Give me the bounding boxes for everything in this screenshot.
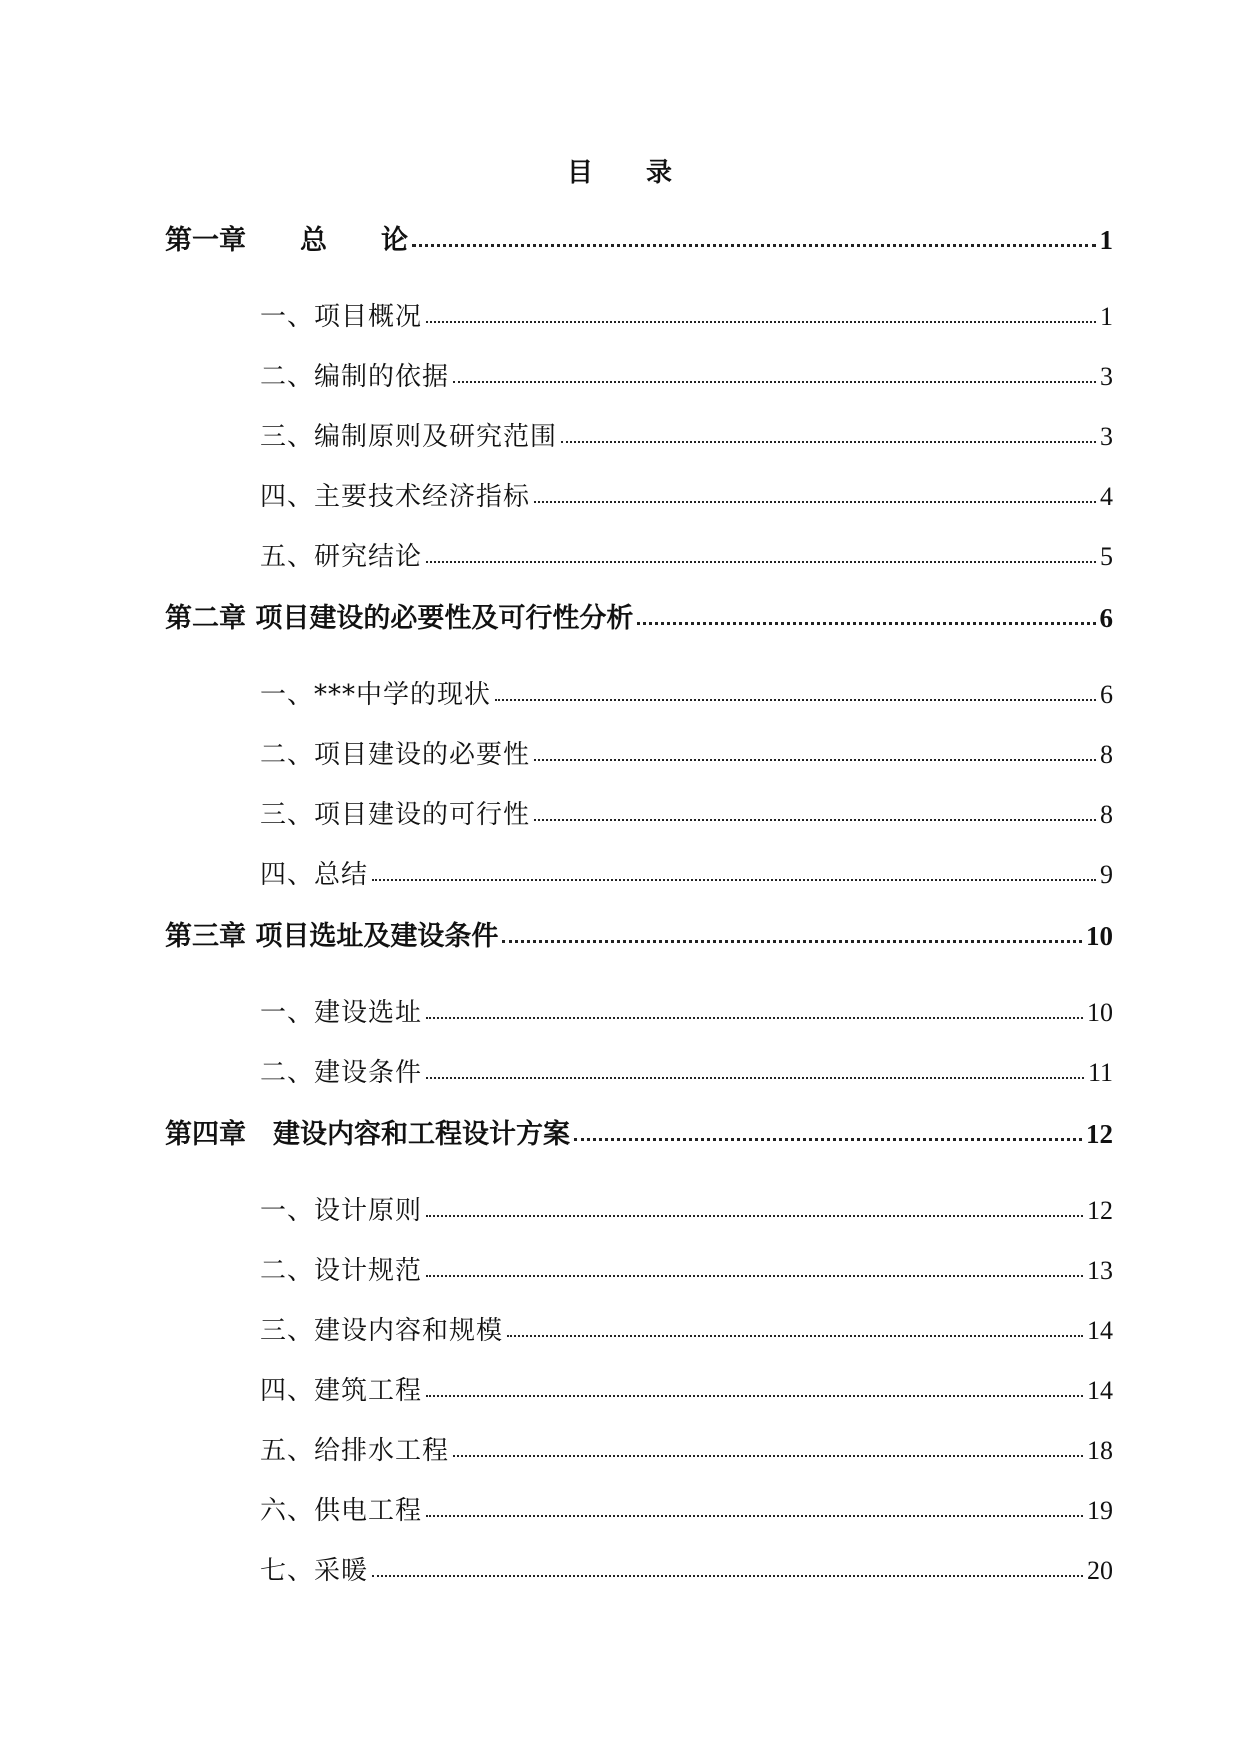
dot-leader xyxy=(502,940,1082,943)
toc-entry-label: 六、供电工程 xyxy=(260,1496,423,1526)
toc-section-entry[interactable] xyxy=(165,674,1113,734)
dot-leader xyxy=(372,879,1096,881)
toc-page-number: 14 xyxy=(1087,1376,1113,1405)
toc-page-number: 20 xyxy=(1087,1556,1113,1585)
toc-entry-label: 第三章 项目选址及建设条件 xyxy=(165,921,499,952)
dot-leader xyxy=(453,1455,1083,1457)
toc-section-entry[interactable] xyxy=(165,1310,1113,1370)
toc-section-entry[interactable] xyxy=(165,1370,1113,1430)
toc-entry-label: 第二章 项目建设的必要性及可行性分析 xyxy=(165,603,634,634)
toc-entry-label: 七、采暖 xyxy=(260,1556,369,1586)
toc-page-number: 8 xyxy=(1100,800,1113,829)
page-title: 目 录 xyxy=(566,158,675,188)
toc-page-number: 19 xyxy=(1087,1496,1113,1525)
toc-section-entry[interactable] xyxy=(165,1430,1113,1490)
toc-entry-label: 二、建设条件 xyxy=(260,1058,423,1088)
dot-leader xyxy=(495,699,1096,701)
toc-entry-label: 四、总结 xyxy=(260,860,369,890)
dot-leader xyxy=(426,561,1096,563)
toc-page-number: 11 xyxy=(1087,1058,1113,1087)
dot-leader xyxy=(507,1335,1083,1337)
toc-section-entry[interactable] xyxy=(165,1190,1113,1250)
toc-page-number: 3 xyxy=(1100,362,1113,391)
toc-section-entry[interactable] xyxy=(165,536,1113,596)
toc-entry-label: 二、设计规范 xyxy=(260,1256,423,1286)
toc-page-number: 6 xyxy=(1099,603,1113,633)
toc-entry-label: 三、建设内容和规模 xyxy=(260,1316,504,1346)
toc-page-number: 4 xyxy=(1100,482,1113,511)
toc-section-entry[interactable] xyxy=(165,296,1113,356)
toc-page-number: 1 xyxy=(1099,225,1113,255)
toc-entry-label: 一、建设选址 xyxy=(260,998,423,1028)
toc-section-entry[interactable] xyxy=(165,734,1113,794)
dot-leader xyxy=(534,819,1096,821)
toc-entry-label: 第一章 总 论 xyxy=(165,225,408,256)
toc-page-number: 12 xyxy=(1086,1119,1113,1149)
toc-section-entry[interactable] xyxy=(165,854,1113,914)
toc-entry-label: 一、项目概况 xyxy=(260,302,423,332)
toc-entry-label: 四、建筑工程 xyxy=(260,1376,423,1406)
toc-section-entry[interactable] xyxy=(165,356,1113,416)
dot-leader xyxy=(412,244,1096,247)
dot-leader xyxy=(574,1138,1082,1141)
dot-leader xyxy=(637,622,1095,625)
toc-page-number: 10 xyxy=(1087,998,1113,1027)
toc-entry-label: 一、设计原则 xyxy=(260,1196,423,1226)
toc-chapter-entry[interactable] xyxy=(165,1112,1113,1190)
toc-page-number: 14 xyxy=(1087,1316,1113,1345)
toc-page-number: 9 xyxy=(1100,860,1113,889)
toc-entry-label: 三、编制原则及研究范围 xyxy=(260,422,558,452)
toc-entry-label: 五、给排水工程 xyxy=(260,1436,450,1466)
toc-section-entry[interactable] xyxy=(165,794,1113,854)
dot-leader xyxy=(534,759,1096,761)
toc-page-number: 13 xyxy=(1087,1256,1113,1285)
toc-entry-label: 五、研究结论 xyxy=(260,542,423,572)
toc-page-number: 1 xyxy=(1100,302,1113,331)
dot-leader xyxy=(561,441,1096,443)
dot-leader xyxy=(372,1575,1083,1577)
toc-entry-label: 二、编制的依据 xyxy=(260,362,450,392)
toc-section-entry[interactable] xyxy=(165,1550,1113,1610)
toc-entry-label: 二、项目建设的必要性 xyxy=(260,740,531,770)
toc-section-entry[interactable] xyxy=(165,1250,1113,1310)
toc-page-number: 18 xyxy=(1087,1436,1113,1465)
toc-section-entry[interactable] xyxy=(165,992,1113,1052)
dot-leader xyxy=(426,1515,1083,1517)
toc-page-number: 6 xyxy=(1100,680,1113,709)
toc-chapter-entry[interactable] xyxy=(165,596,1113,674)
dot-leader xyxy=(453,381,1096,383)
toc-page-number: 3 xyxy=(1100,422,1113,451)
toc-section-entry[interactable] xyxy=(165,476,1113,536)
toc-entry-label: 三、项目建设的可行性 xyxy=(260,800,531,830)
dot-leader xyxy=(426,1077,1084,1079)
dot-leader xyxy=(426,1395,1083,1397)
toc-chapter-entry[interactable] xyxy=(165,218,1113,296)
toc-entry-label: 一、***中学的现状 xyxy=(260,680,492,710)
dot-leader xyxy=(426,1275,1083,1277)
toc-entry-label: 第四章 建设内容和工程设计方案 xyxy=(165,1119,570,1150)
dot-leader xyxy=(534,501,1096,503)
toc-section-entry[interactable] xyxy=(165,416,1113,476)
toc-page-number: 10 xyxy=(1086,921,1113,951)
toc-chapter-entry[interactable] xyxy=(165,914,1113,992)
toc-section-entry[interactable] xyxy=(165,1052,1113,1112)
toc-page-number: 5 xyxy=(1100,542,1113,571)
toc-section-entry[interactable] xyxy=(165,1490,1113,1550)
table-of-contents xyxy=(165,218,1113,1610)
toc-page-number: 12 xyxy=(1087,1196,1113,1225)
dot-leader xyxy=(426,1017,1083,1019)
toc-page-number: 8 xyxy=(1100,740,1113,769)
dot-leader xyxy=(426,1215,1083,1217)
dot-leader xyxy=(426,321,1096,323)
toc-entry-label: 四、主要技术经济指标 xyxy=(260,482,531,512)
